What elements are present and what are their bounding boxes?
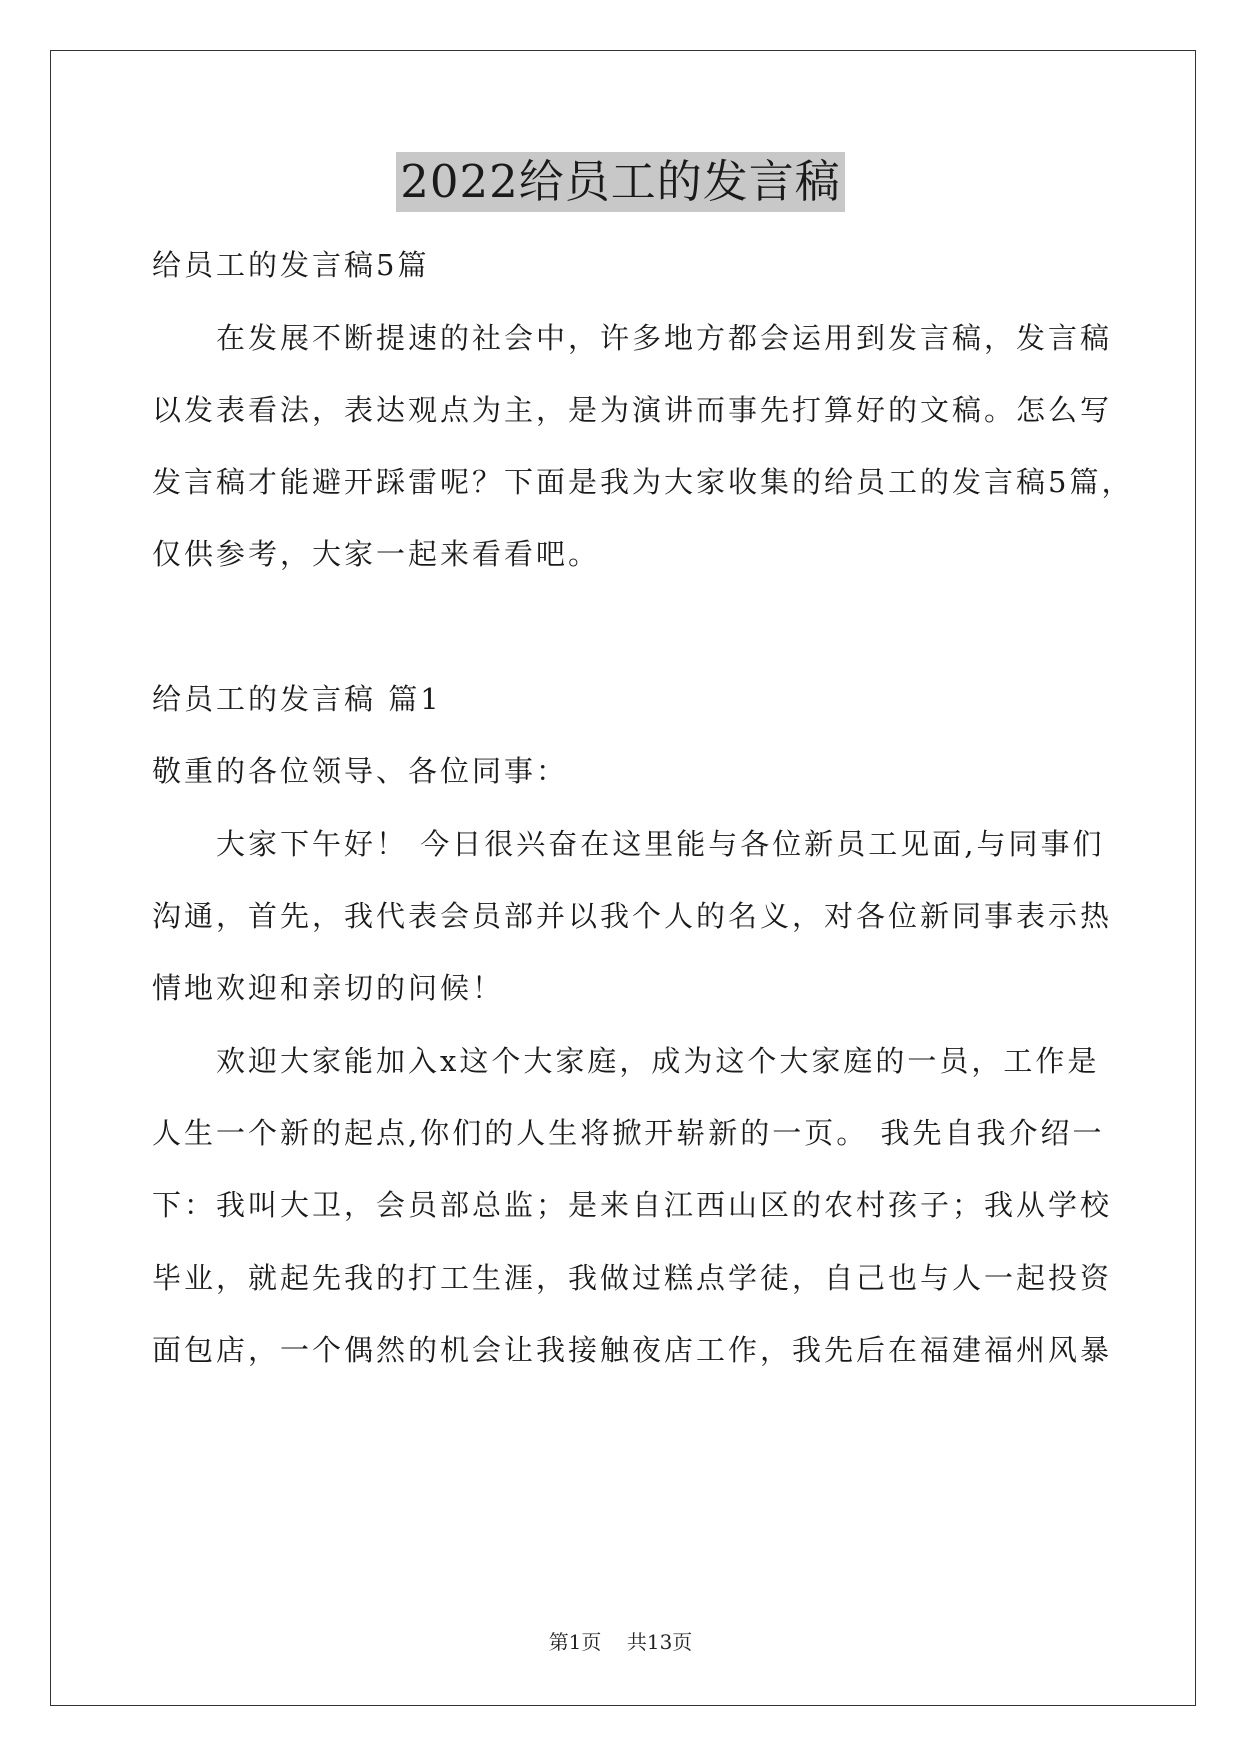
page-total: 共13页 (626, 1630, 693, 1654)
paragraph-line: 以发表看法，表达观点为主，是为演讲而事先打算好的文稿。怎么写 (152, 393, 1113, 427)
salutation-line: 敬重的各位领导、各位同事： (152, 754, 569, 788)
paragraph-line: 在发展不断提速的社会中，许多地方都会运用到发言稿，发言稿 (152, 321, 1113, 355)
paragraph-line: 大家下午好！ 今日很兴奋在这里能与各位新员工见面,与同事们 (152, 827, 1105, 861)
title-container (0, 152, 1241, 212)
page-footer (0, 1626, 1241, 1655)
page-number: 第1页 (548, 1630, 602, 1654)
paragraph-line: 下：我叫大卫，会员部总监；是来自江西山区的农村孩子；我从学校 (152, 1188, 1113, 1222)
paragraph-line: 毕业，就起先我的打工生涯，我做过糕点学徒，自己也与人一起投资 (152, 1261, 1113, 1295)
paragraph-line: 情地欢迎和亲切的问候！ (152, 971, 505, 1005)
document-title: 2022给员工的发言稿 (396, 152, 845, 212)
paragraph-line: 人生一个新的起点,你们的人生将掀开崭新的一页。 我先自我介绍一 (152, 1116, 1105, 1150)
paragraph-line: 发言稿才能避开踩雷呢？下面是我为大家收集的给员工的发言稿5篇， (152, 465, 1134, 499)
paragraph-line: 仅供参考，大家一起来看看吧。 (152, 537, 601, 571)
paragraph-line: 沟通，首先，我代表会员部并以我个人的名义，对各位新同事表示热 (152, 899, 1113, 933)
page-border (50, 50, 1196, 1706)
section-heading: 给员工的发言稿 篇1 (152, 682, 442, 716)
paragraph-line: 欢迎大家能加入x这个大家庭，成为这个大家庭的一员，工作是 (152, 1044, 1100, 1078)
subtitle-line: 给员工的发言稿5篇 (152, 248, 430, 282)
paragraph-line: 面包店，一个偶然的机会让我接触夜店工作，我先后在福建福州风暴 (152, 1333, 1113, 1367)
